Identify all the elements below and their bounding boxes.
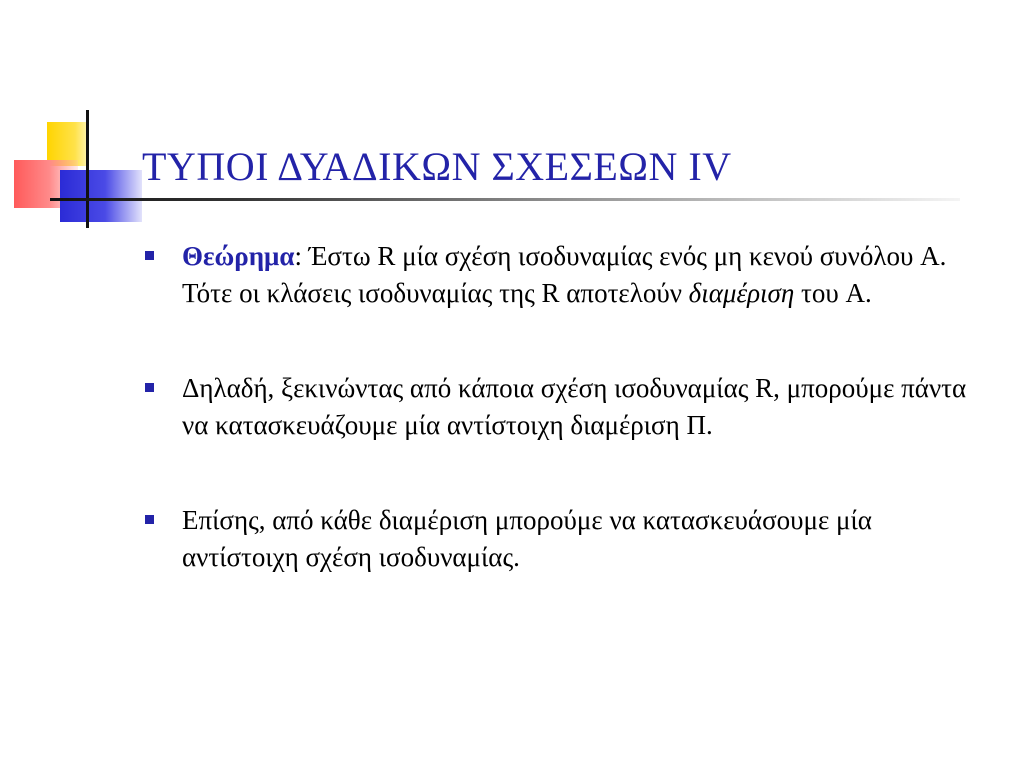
bullet-square-icon xyxy=(145,251,154,260)
decorative-vertical-line xyxy=(86,110,89,228)
bullet-converse xyxy=(142,502,992,576)
bullet-square-icon xyxy=(145,383,154,392)
decorative-blue-square xyxy=(60,170,142,222)
converse-text: Επίσης, από κάθε διαμέριση μπορούμε να κατασκευάσουμε μία αντίστοιχη σχέση ισοδυναμίας. xyxy=(182,505,872,572)
theorem-text-before: Έστω R μία σχέση ισοδυναμίας ενός μη κενού συνόλου A. Τότε οι κλάσεις ισοδυναμίας της R αποτελούν xyxy=(182,241,947,308)
theorem-emphasis: διαμέριση xyxy=(688,278,795,308)
bullet-list xyxy=(142,238,992,576)
theorem-colon: : xyxy=(294,241,302,271)
theorem-text-after: του A. xyxy=(794,278,872,308)
consequence-text: Δηλαδή, ξεκινώντας από κάποια σχέση ισοδυναμίας R, μπορούμε πάντα να κατασκευάζουμε μία αντίστοιχη διαμέριση Π. xyxy=(182,373,967,440)
slide-title: ΤΥΠΟΙ ΔΥΑΔΙΚΩΝ ΣΧΕΣΕΩΝ IV xyxy=(142,144,732,189)
bullet-square-icon xyxy=(145,515,154,524)
theorem-term: Θεώρημα xyxy=(182,241,295,271)
bullet-theorem xyxy=(142,238,992,312)
bullet-consequence xyxy=(142,370,992,444)
title-underline xyxy=(50,198,960,201)
